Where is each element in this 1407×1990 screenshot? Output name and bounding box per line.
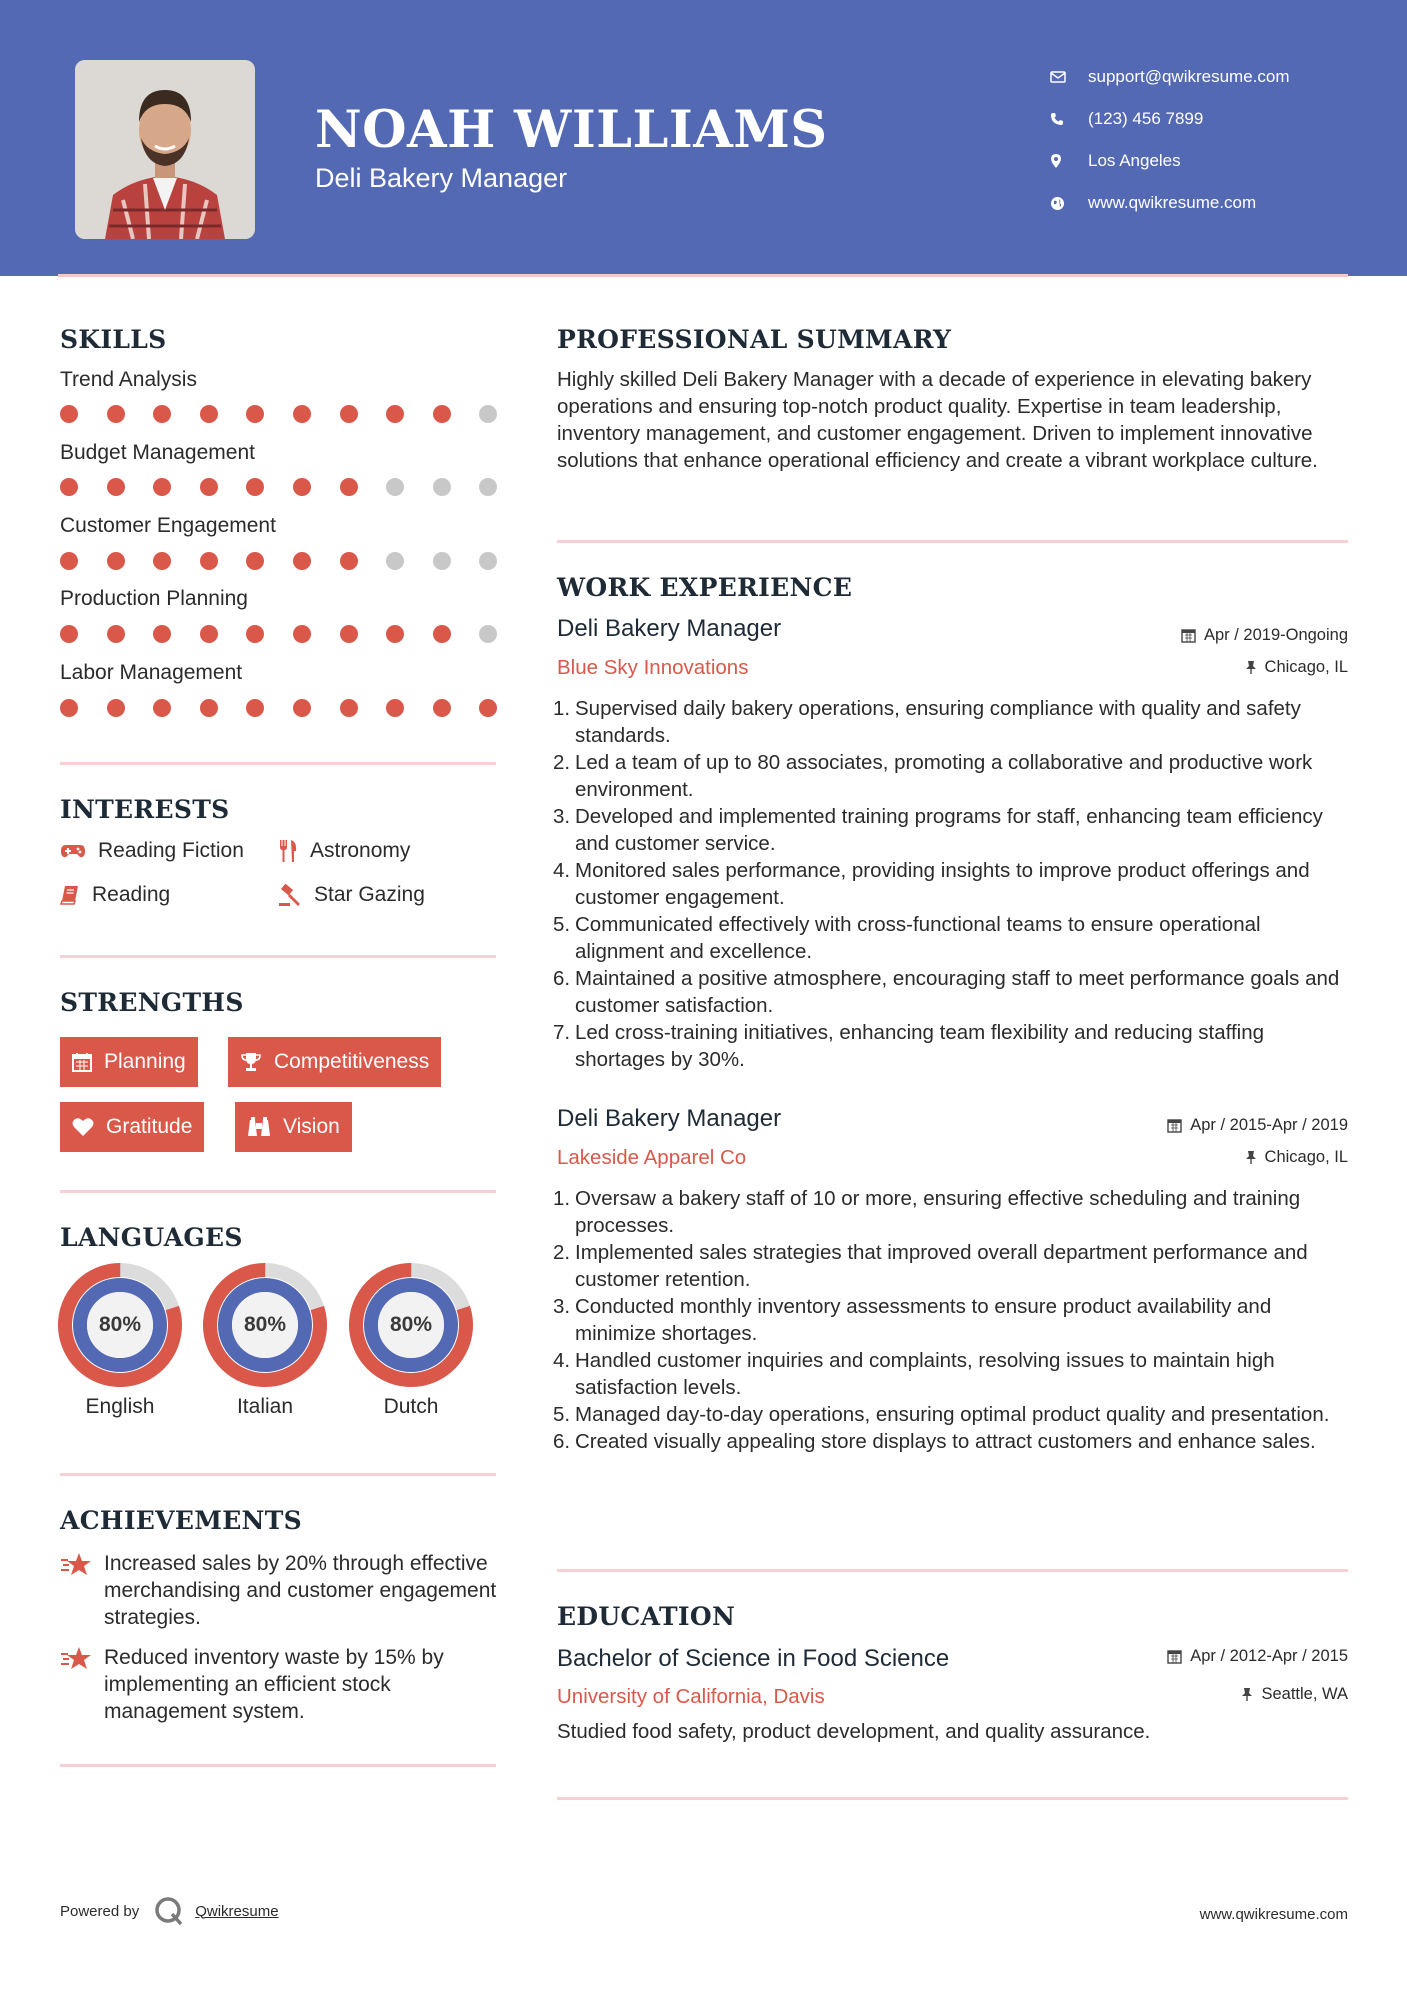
skill-dot-filled — [153, 478, 171, 496]
skill-dot-filled — [246, 625, 264, 643]
skill-dot-filled — [386, 699, 404, 717]
skill-rating — [60, 698, 500, 718]
interest-item: Reading — [60, 883, 170, 907]
skill-dot-filled — [200, 478, 218, 496]
job-bullet: 4. Monitored sales performance, providing insights to improve product offerings and customer engagement. — [553, 859, 1310, 909]
skill-dot-filled — [60, 625, 78, 643]
header-divider — [58, 274, 1348, 277]
section-divider — [557, 540, 1348, 543]
job-bullet-list — [553, 695, 1353, 1073]
profile-photo — [75, 60, 255, 239]
skill-dot-empty — [386, 552, 404, 570]
heart-icon — [72, 1117, 94, 1137]
strength-badge: Vision — [235, 1102, 352, 1152]
education-degree: Bachelor of Science in Food Science — [557, 1645, 950, 1672]
language-percent: 80% — [389, 1313, 433, 1336]
skill-dot-filled — [60, 405, 78, 423]
skill-dot-filled — [386, 625, 404, 643]
skill-dot-filled — [433, 625, 451, 643]
qwikresume-logo-icon — [153, 1895, 185, 1927]
strength-badge: Planning — [60, 1037, 198, 1087]
skill-dot-filled — [293, 405, 311, 423]
footer-url[interactable]: www.qwikresume.com — [1199, 1906, 1348, 1923]
skill-dot-filled — [60, 552, 78, 570]
map-pin-icon — [1050, 153, 1088, 169]
skill-dot-filled — [107, 552, 125, 570]
job-bullet: 1. Oversaw a bakery staff of 10 or more, ensuring effective scheduling and training processes. — [553, 1187, 1301, 1237]
calendar-icon — [72, 1052, 92, 1072]
section-divider — [557, 1569, 1348, 1572]
languages-heading: LANGUAGES — [60, 1223, 243, 1252]
contact-list — [1050, 56, 1290, 224]
job-bullet: 7. Led cross-training initiatives, enhancing team flexibility and reducing staffing shortages by 30%. — [553, 1021, 1265, 1071]
skill-dot-filled — [107, 478, 125, 496]
star-icon — [60, 1646, 92, 1672]
skill-dot-empty — [479, 552, 497, 570]
skill-rating — [60, 624, 500, 644]
skill-dot-empty — [479, 405, 497, 423]
skill-dot-empty — [386, 478, 404, 496]
skill-label: Customer Engagement — [60, 514, 276, 537]
binoculars-icon — [247, 1116, 271, 1138]
contact-website[interactable]: www.qwikresume.com — [1050, 182, 1290, 224]
skill-dot-filled — [200, 552, 218, 570]
pushpin-icon — [1245, 1150, 1257, 1165]
skill-rating — [60, 551, 500, 571]
skill-dot-filled — [433, 699, 451, 717]
skill-dot-filled — [107, 625, 125, 643]
candidate-title: Deli Bakery Manager — [315, 163, 568, 193]
pushpin-icon — [1245, 660, 1257, 675]
job-bullet: 5. Managed day-to-day operations, ensuring optimal product quality and presentation. — [553, 1403, 1330, 1426]
language-item — [203, 1263, 327, 1418]
skill-rating — [60, 477, 500, 497]
section-divider — [60, 1190, 496, 1193]
skill-dot-filled — [153, 552, 171, 570]
skills-heading: SKILLS — [60, 325, 167, 354]
job-bullet-list — [553, 1185, 1353, 1455]
section-divider — [60, 1473, 496, 1476]
language-percent: 80% — [98, 1313, 142, 1336]
skill-dot-filled — [246, 552, 264, 570]
skill-dot-filled — [293, 625, 311, 643]
interests-heading: INTERESTS — [60, 795, 230, 824]
skill-dot-filled — [479, 699, 497, 717]
skill-dot-filled — [200, 405, 218, 423]
strength-badge: Gratitude — [60, 1102, 204, 1152]
language-label: English — [85, 1395, 155, 1418]
job-company: Blue Sky Innovations — [557, 656, 749, 679]
skill-dot-empty — [433, 478, 451, 496]
skill-dot-filled — [293, 699, 311, 717]
skill-dot-filled — [246, 478, 264, 496]
education-heading: EDUCATION — [557, 1602, 736, 1631]
calendar-icon — [1181, 628, 1196, 643]
strength-badge: Competitiveness — [228, 1037, 441, 1087]
skill-label: Labor Management — [60, 661, 243, 684]
skill-dot-filled — [60, 478, 78, 496]
education-date: Apr / 2012-Apr / 2015 — [1167, 1647, 1348, 1666]
skill-rating — [60, 404, 500, 424]
section-divider — [60, 955, 496, 958]
header-banner — [0, 0, 1407, 276]
job-bullet: 2. Implemented sales strategies that improved overall department performance and customer retention. — [553, 1241, 1308, 1291]
skill-dot-filled — [153, 405, 171, 423]
skill-dot-filled — [246, 699, 264, 717]
language-label: Italian — [236, 1395, 294, 1418]
skill-dot-filled — [386, 405, 404, 423]
skill-label: Production Planning — [60, 587, 248, 610]
skill-label: Trend Analysis — [60, 368, 197, 391]
job-company: Lakeside Apparel Co — [557, 1146, 747, 1169]
skill-dot-filled — [60, 699, 78, 717]
trophy-icon — [240, 1052, 262, 1072]
skill-dot-filled — [246, 405, 264, 423]
skill-dot-filled — [200, 699, 218, 717]
section-divider — [60, 1764, 496, 1767]
calendar-icon — [1167, 1118, 1182, 1133]
skill-dot-filled — [107, 405, 125, 423]
skill-dot-filled — [340, 552, 358, 570]
cutlery-icon — [278, 839, 298, 863]
section-divider — [557, 1797, 1348, 1800]
star-icon — [60, 1552, 92, 1578]
job-location: Chicago, IL — [1245, 1148, 1348, 1167]
contact-phone[interactable]: (123) 456 7899 — [1050, 98, 1290, 140]
pushpin-icon — [1241, 1687, 1253, 1702]
job-bullet: 1. Supervised daily bakery operations, ensuring compliance with quality and safety standards. — [553, 697, 1301, 747]
education-school: University of California, Davis — [557, 1685, 825, 1708]
contact-email[interactable]: support@qwikresume.com — [1050, 56, 1290, 98]
language-item — [349, 1263, 473, 1418]
skill-label: Budget Management — [60, 441, 255, 464]
globe-icon — [1050, 196, 1088, 211]
contact-location: Los Angeles — [1050, 140, 1290, 182]
candidate-name: NOAH WILLIAMS — [315, 100, 828, 160]
job-location: Chicago, IL — [1245, 658, 1348, 677]
footer-powered-by: Powered by Qwikresume — [60, 1895, 279, 1927]
strengths-heading: STRENGTHS — [60, 988, 244, 1017]
skill-dot-filled — [340, 405, 358, 423]
summary-heading: PROFESSIONAL SUMMARY — [557, 325, 952, 354]
skill-dot-filled — [340, 699, 358, 717]
experience-heading: WORK EXPERIENCE — [557, 573, 853, 602]
phone-icon — [1050, 112, 1088, 126]
skill-dot-filled — [293, 552, 311, 570]
job-bullet: 5. Communicated effectively with cross-functional teams to ensure operational alignment and excellence. — [553, 913, 1261, 963]
gamepad-icon — [60, 843, 86, 859]
skill-dot-filled — [433, 405, 451, 423]
summary-text: Highly skilled Deli Bakery Manager with a decade of experience in elevating bakery operations and ensuring top-notch product quality. Expertise in team leadership, inventory management, and customer engagement. Driven to implement innovative solutions that enhance operational efficiency and create a vibrant workplace culture. — [557, 368, 1318, 472]
book-icon — [60, 885, 80, 905]
job-date: Apr / 2019-Ongoing — [1181, 626, 1348, 645]
envelope-icon — [1050, 71, 1088, 83]
job-bullet: 3. Developed and implemented training programs for staff, enhancing team efficiency and customer service. — [553, 805, 1323, 855]
job-bullet: 6. Created visually appealing store displays to attract customers and enhance sales. — [553, 1430, 1316, 1453]
skill-dot-filled — [200, 625, 218, 643]
qwikresume-link[interactable]: Qwikresume — [195, 1902, 279, 1920]
job-bullet: 2. Led a team of up to 80 associates, promoting a collaborative and productive work environment. — [553, 751, 1313, 801]
section-divider — [60, 762, 496, 765]
job-date: Apr / 2015-Apr / 2019 — [1167, 1116, 1348, 1135]
language-item — [58, 1263, 182, 1418]
achievement-item: Reduced inventory waste by 15% by implementing an efficient stock management system. — [60, 1644, 500, 1725]
skill-dot-empty — [433, 552, 451, 570]
skill-dot-empty — [479, 478, 497, 496]
education-location: Seattle, WA — [1241, 1685, 1348, 1704]
job-title: Deli Bakery Manager — [557, 615, 782, 642]
interest-item: Star Gazing — [278, 883, 425, 907]
job-bullet: 6. Maintained a positive atmosphere, encouraging staff to meet performance goals and customer satisfaction. — [553, 967, 1340, 1017]
skill-dot-filled — [153, 699, 171, 717]
skill-dot-filled — [107, 699, 125, 717]
job-bullet: 4. Handled customer inquiries and complaints, resolving issues to maintain high satisfaction levels. — [553, 1349, 1275, 1399]
language-percent: 80% — [243, 1313, 287, 1336]
job-title: Deli Bakery Manager — [557, 1105, 782, 1132]
skill-dot-filled — [293, 478, 311, 496]
education-description: Studied food safety, product development, and quality assurance. — [557, 1720, 1151, 1743]
gavel-icon — [278, 884, 302, 906]
language-label: Dutch — [383, 1395, 439, 1418]
achievement-item: Increased sales by 20% through effective merchandising and customer engagement strategies. — [60, 1550, 500, 1631]
skill-dot-filled — [153, 625, 171, 643]
calendar-icon — [1167, 1649, 1182, 1664]
interest-item: Astronomy — [278, 839, 410, 863]
skill-dot-empty — [479, 625, 497, 643]
skill-dot-filled — [340, 478, 358, 496]
achievements-heading: ACHIEVEMENTS — [60, 1506, 302, 1535]
skill-dot-filled — [340, 625, 358, 643]
interest-item: Reading Fiction — [60, 839, 244, 863]
job-bullet: 3. Conducted monthly inventory assessments to ensure product availability and minimize shortages. — [553, 1295, 1272, 1345]
